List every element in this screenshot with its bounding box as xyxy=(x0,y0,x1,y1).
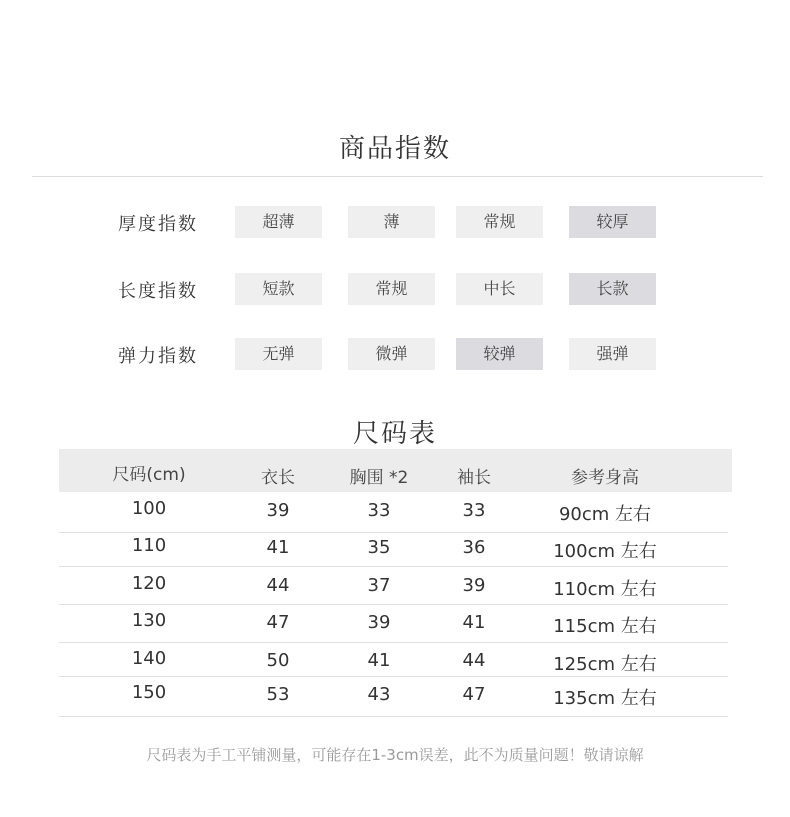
table-row xyxy=(59,492,728,533)
cell-chest: 33 xyxy=(367,500,391,521)
index-option: 强弹 xyxy=(569,338,656,370)
cell-length: 39 xyxy=(266,500,290,521)
index-row-label: 长度指数 xyxy=(118,281,198,302)
cell-size: 140 xyxy=(131,648,167,669)
index-option: 常规 xyxy=(348,273,435,305)
index-option: 短款 xyxy=(235,273,322,305)
cell-chest: 39 xyxy=(367,612,391,633)
size-chart-title: 尺码表 xyxy=(352,419,437,449)
cell-sleeve: 36 xyxy=(462,537,486,558)
cell-length: 44 xyxy=(266,575,290,596)
index-option: 常规 xyxy=(456,206,543,238)
cell-size: 110 xyxy=(131,535,167,556)
cell-sleeve: 41 xyxy=(462,612,486,633)
index-option: 较厚 xyxy=(569,206,656,238)
cell-sleeve: 33 xyxy=(462,500,486,521)
header-chest: 胸围 *2 xyxy=(349,468,409,488)
index-option: 超薄 xyxy=(235,206,322,238)
cell-height: 100cm 左右 xyxy=(553,541,657,562)
header-length: 衣长 xyxy=(261,468,295,488)
cell-chest: 41 xyxy=(367,650,391,671)
cell-sleeve: 47 xyxy=(462,684,486,705)
index-option: 较弹 xyxy=(456,338,543,370)
measurement-note: 尺码表为手工平铺测量，可能存在1-3cm误差，此不为质量问题！敬请谅解 xyxy=(146,746,644,764)
index-row-label: 弹力指数 xyxy=(118,346,198,367)
cell-size: 150 xyxy=(131,682,167,703)
cell-height: 110cm 左右 xyxy=(553,579,657,600)
cell-height: 135cm 左右 xyxy=(553,688,657,709)
table-row xyxy=(59,533,728,567)
table-row xyxy=(59,643,728,677)
cell-height: 125cm 左右 xyxy=(553,654,657,675)
table-row xyxy=(59,677,728,717)
cell-sleeve: 44 xyxy=(462,650,486,671)
size-table-header xyxy=(59,449,732,492)
cell-chest: 35 xyxy=(367,537,391,558)
index-option: 中长 xyxy=(456,273,543,305)
cell-length: 53 xyxy=(266,684,290,705)
cell-length: 50 xyxy=(266,650,290,671)
cell-chest: 43 xyxy=(367,684,391,705)
cell-size: 100 xyxy=(131,498,167,519)
index-row xyxy=(0,338,790,370)
table-row xyxy=(59,567,728,605)
cell-sleeve: 39 xyxy=(462,575,486,596)
cell-height: 115cm 左右 xyxy=(553,616,657,637)
cell-chest: 37 xyxy=(367,575,391,596)
product-index-title: 商品指数 xyxy=(338,134,451,164)
index-option: 无弹 xyxy=(235,338,322,370)
table-row xyxy=(59,605,728,643)
index-row xyxy=(0,273,790,305)
cell-length: 41 xyxy=(266,537,290,558)
index-option: 长款 xyxy=(569,273,656,305)
cell-length: 47 xyxy=(266,612,290,633)
index-row-label: 厚度指数 xyxy=(118,214,198,235)
header-size: 尺码(cm) xyxy=(112,465,186,485)
cell-size: 120 xyxy=(131,573,167,594)
header-height: 参考身高 xyxy=(571,468,639,488)
index-option: 薄 xyxy=(348,206,435,238)
index-option: 微弹 xyxy=(348,338,435,370)
cell-size: 130 xyxy=(131,610,167,631)
cell-height: 90cm 左右 xyxy=(558,504,652,525)
index-row xyxy=(0,206,790,238)
section-divider xyxy=(32,176,763,177)
header-sleeve: 袖长 xyxy=(457,468,491,488)
